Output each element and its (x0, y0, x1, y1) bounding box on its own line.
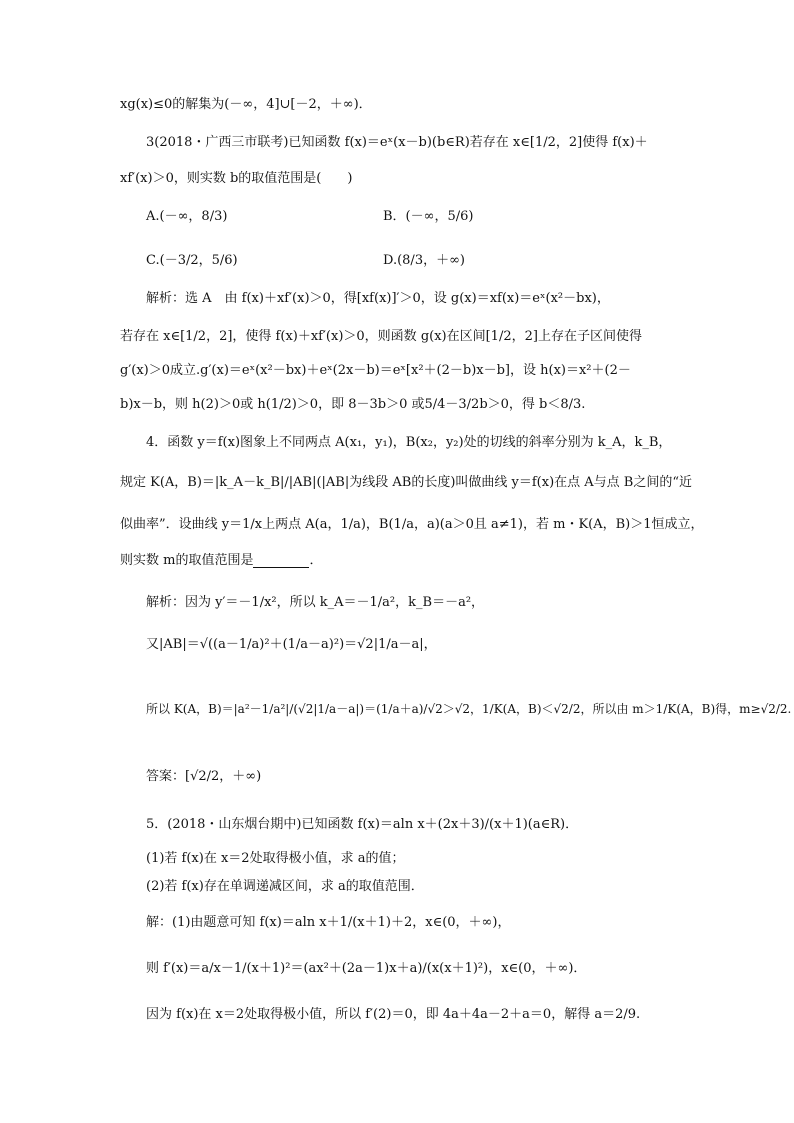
problem-5-part-1: (1)若 f(x)在 x＝2处取得极小值，求 a的值； (146, 851, 405, 866)
problem-4-line-3: 似曲率”．设曲线 y＝1/x上两点 A(a，1/a)，B(1/a，a)(a＞0且 a≠1)，若 m・K(A，B)＞1恒成立， (120, 517, 704, 532)
answer-4: 答案：[√2/2，＋∞) (146, 769, 262, 784)
option-d: D.(8/3，＋∞) (383, 253, 465, 268)
answer-blank (253, 553, 309, 568)
problem-4-line-4: 则实数 m的取值范围是 ． (120, 553, 323, 568)
problem-5-part-2: (2)若 f(x)存在单调递减区间，求 a的取值范围． (146, 879, 424, 894)
solution-3-line-3: g′(x)＞0成立.g′(x)＝eˣ(x²－bx)＋eˣ(2x－b)＝eˣ[x²＋(2－b)x－b]，设 h(x)＝x²＋(2－ (120, 363, 631, 378)
problem-3-line-2: xf′(x)＞0，则实数 b的取值范围是( ) (120, 171, 353, 186)
solution-5-line-2: 则 f′(x)＝a/x－1/(x＋1)²＝(ax²＋(2a－1)x＋a)/(x(x＋1)²)，x∈(0，＋∞)． (146, 961, 587, 976)
problem-4-question: 则实数 m的取值范围是 (120, 553, 254, 568)
problem-3-line-1: 3(2018・广西三市联考)已知函数 f(x)＝eˣ(x－b)(b∈R)若存在 x∈[1/2，2]使得 f(x)＋ (146, 135, 648, 150)
solution-4-line-3: 所以 K(A，B)＝|a²－1/a²|/(√2|1/a－a|)＝(1/a＋a)/√2＞√2，1/K(A，B)＜√2/2，所以由 m＞1/K(A，B)得，m≥√2/2. (146, 702, 792, 716)
option-a: A.(－∞，8/3) (146, 209, 228, 224)
option-b: B．(－∞，5/6) (383, 209, 474, 224)
solution-5-line-3: 因为 f(x)在 x＝2处取得极小值，所以 f′(2)＝0，即 4a＋4a－2＋a＝0，解得 a＝2/9. (146, 1007, 641, 1022)
solution-4-line-2: 又|AB|＝√((a－1/a)²＋(1/a－a)²)＝√2|1/a－a|， (146, 637, 437, 652)
solution-4-line-1: 解析：因为 y′＝－1/x²，所以 k_A＝－1/a²，k_B＝－a²， (146, 595, 485, 610)
solution-3-line-1: 解析：选 A 由 f(x)＋xf′(x)＞0，得[xf(x)]′＞0，设 g(x)＝xf(x)＝eˣ(x²－bx)， (146, 291, 610, 306)
solution-3-line-2: 若存在 x∈[1/2，2]，使得 f(x)＋xf′(x)＞0，则函数 g(x)在区间[1/2，2]上存在子区间使得 (120, 329, 642, 344)
solution-5-line-1: 解：(1)由题意可知 f(x)＝aln x＋1/(x＋1)＋2，x∈(0，＋∞)， (146, 915, 511, 930)
solution-3-line-4: b)x－b，则 h(2)＞0或 h(1/2)＞0，即 8－3b＞0 或5/4－3/2b＞0，得 b＜8/3. (120, 397, 586, 412)
problem-4-line-1: 4．函数 y＝f(x)图象上不同两点 A(x₁，y₁)，B(x₂，y₂)处的切线的斜率分别为 k_A，k_B， (146, 435, 672, 450)
text-line: xg(x)≤0的解集为(－∞，4]∪[－2，＋∞)． (120, 97, 372, 112)
problem-4-line-2: 规定 K(A，B)＝|k_A－k_B|/|AB|(|AB|为线段 AB的长度)叫做曲线 y＝f(x)在点 A与点 B之间的“近 (120, 475, 693, 490)
option-c: C.(－3/2，5/6) (146, 253, 238, 268)
problem-5-line-1: 5．(2018・山东烟台期中)已知函数 f(x)＝aln x＋(2x＋3)/(x＋1)(a∈R)． (146, 817, 579, 832)
